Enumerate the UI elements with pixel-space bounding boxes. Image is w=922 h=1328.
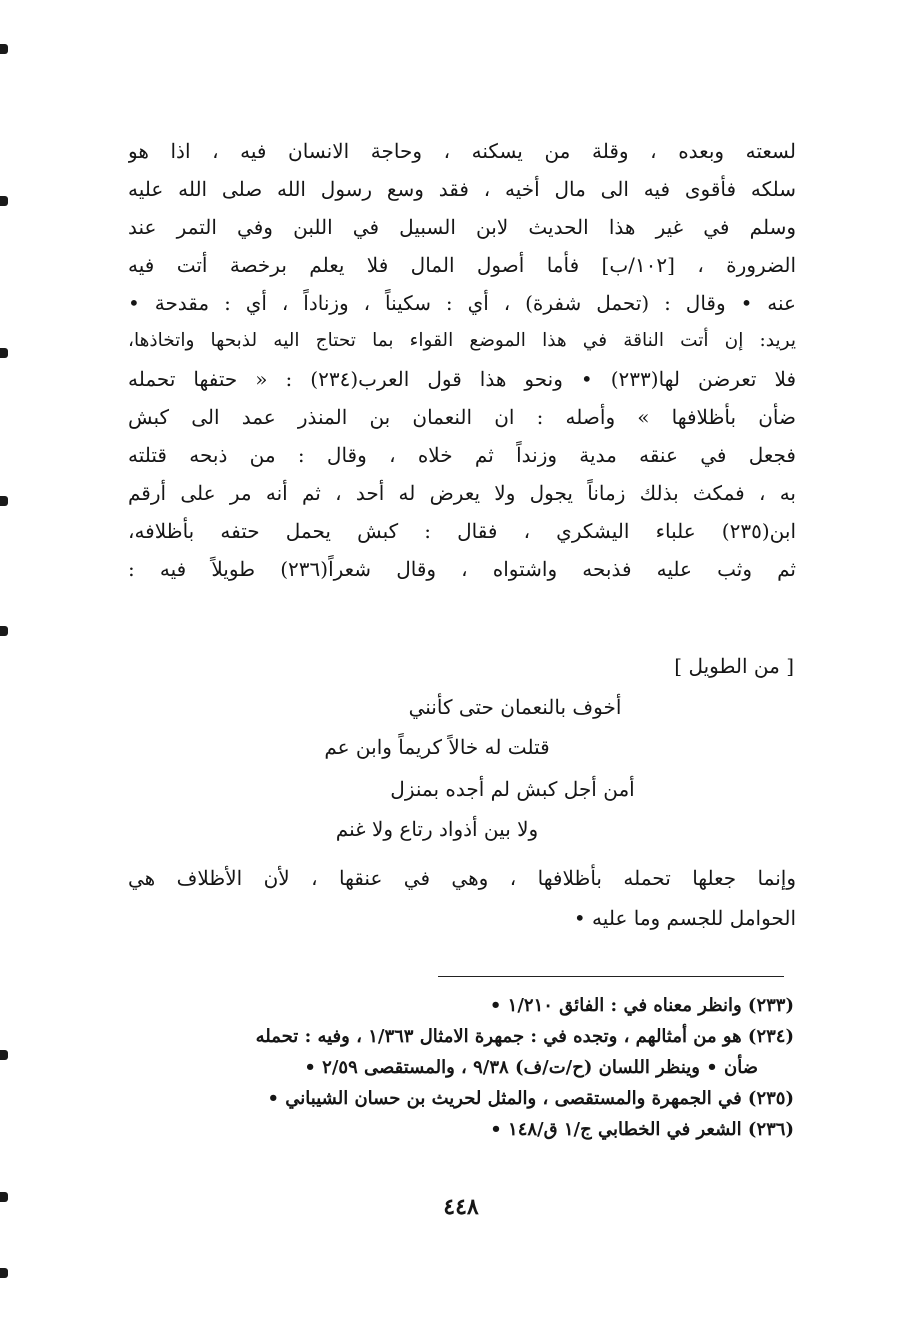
poem-meter-label: [ من الطويل ] xyxy=(674,654,794,678)
page-number: ٤٤٨ xyxy=(443,1194,479,1220)
footnote-divider xyxy=(438,976,784,977)
footnote: (٢٣٤) هو من أمثالهم ، وتجده في : جمهرة الامثال ١/٣٦٣ ، وفيه : تحمله xyxy=(255,1026,794,1047)
text-line: عنه • وقال : (تحمل شفرة) ، أي : سكيناً ، وزناداً ، أي : مقدحة • xyxy=(128,291,796,315)
poem-verse: أخوف بالنعمان حتى كأنني xyxy=(408,695,622,719)
text-line: يريد: إن أتت الناقة في هذا الموضع القواء بما تحتاج اليه لذبحها واتخاذها، xyxy=(128,330,796,351)
scan-margin-mark xyxy=(0,496,8,506)
main-text-block xyxy=(128,132,796,588)
footnote-continuation: ضأن • وينظر اللسان (ح/ت/ف) ٩/٣٨ ، والمستقصى ٢/٥٩ • xyxy=(304,1057,758,1078)
text-line: فلا تعرضن لها(٢٣٣) • ونحو هذا قول العرب(٢٣٤) : « حتفها تحمله xyxy=(128,367,796,391)
poem-verse: أمن أجل كبش لم أجده بمنزل xyxy=(390,777,635,801)
poem-verse: ولا بين أذواد رتاع ولا غنم xyxy=(335,817,539,841)
text-line: الضرورة ، [١٠٢/ب] فأما أصول المال فلا يعلم برخصة أتت فيه xyxy=(128,253,796,277)
footnotes-block xyxy=(130,990,794,1145)
text-line: وإنما جعلها تحمله بأظلافها ، وهي في عنقها ، لأن الأظلاف هي xyxy=(128,866,796,890)
text-line: الحوامل للجسم وما عليه • xyxy=(573,906,796,930)
scan-margin-mark xyxy=(0,1192,8,1202)
footnote: (٢٣٦) الشعر في الخطابي ج/١ ق/١٤٨ • xyxy=(490,1119,794,1140)
poem-verse: قتلت له خالاً كريماً وابن عم xyxy=(324,735,550,759)
scan-margin-mark xyxy=(0,196,8,206)
footnote: (٢٣٣) وانظر معناه في : الفائق ١/٢١٠ • xyxy=(489,995,794,1016)
scan-margin-mark xyxy=(0,44,8,54)
text-line: وسلم في غير هذا الحديث لابن السبيل في اللبن وفي التمر عند xyxy=(128,215,796,239)
scan-margin-mark xyxy=(0,1050,8,1060)
closing-paragraph xyxy=(128,858,796,938)
footnote: (٢٣٥) في الجمهرة والمستقصى ، والمثل لحريث بن حسان الشيباني • xyxy=(267,1088,794,1109)
text-line: ثم وثب عليه فذبحه واشتواه ، وقال شعراً(٢٣٦) طويلاً فيه : xyxy=(128,557,796,581)
text-line: لسعته وبعده ، وقلة من يسكنه ، وحاجة الانسان فيه ، اذا هو xyxy=(128,139,796,163)
text-line: ابن(٢٣٥) علباء اليشكري ، فقال : كبش يحمل حتفه بأظلافه، xyxy=(128,519,796,543)
text-line: ضأن بأظلافها » وأصله : ان النعمان بن المنذر عمد الى كبش xyxy=(128,405,796,429)
scan-margin-mark xyxy=(0,626,8,636)
scan-margin-mark xyxy=(0,1268,8,1278)
text-line: به ، فمكث بذلك زماناً يجول ولا يعرض له أحد ، ثم أنه مر على أرقم xyxy=(128,481,796,505)
scan-margin-mark xyxy=(0,348,8,358)
text-line: سلكه فأقوى فيه الى مال أخيه ، فقد وسع رسول الله صلى الله عليه xyxy=(128,177,796,201)
text-line: فجعل في عنقه مدية وزنداً ثم خلاه ، وقال : من ذبحه قتلته xyxy=(128,443,796,467)
